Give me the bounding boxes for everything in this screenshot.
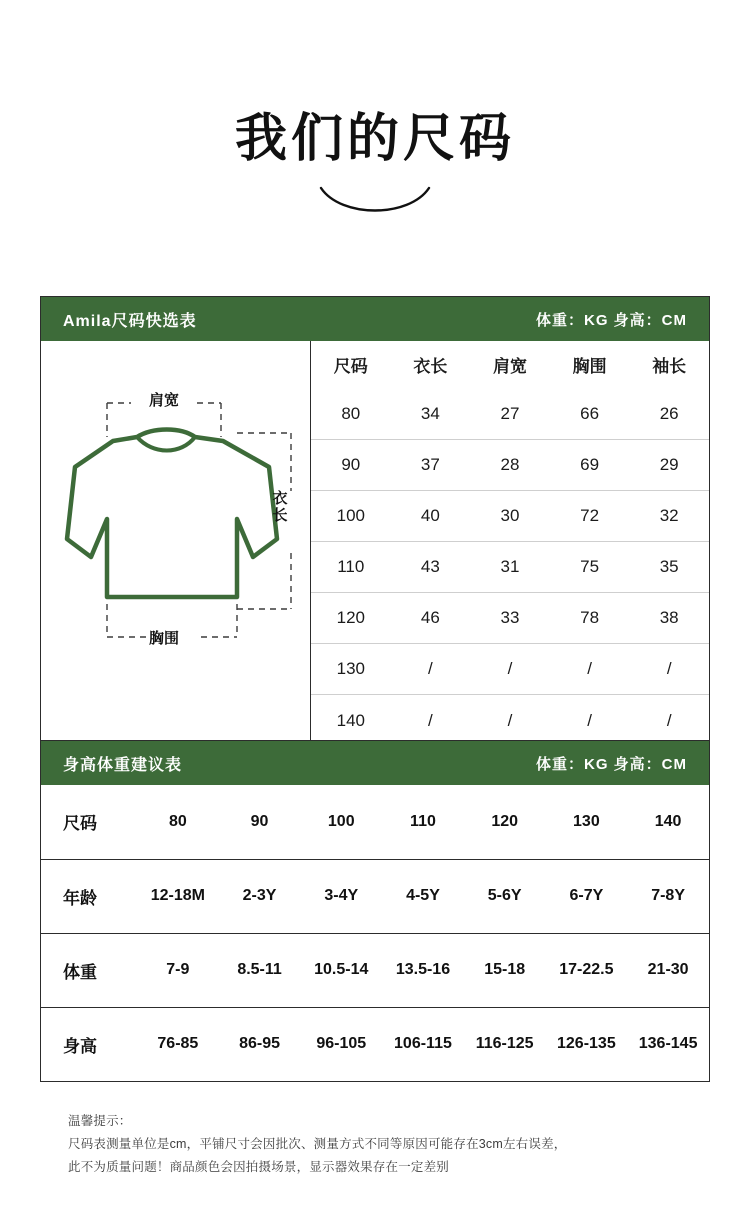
size-cell: 40 [391, 491, 471, 542]
size-cell: 29 [629, 440, 709, 491]
size-cell: 120 [311, 593, 391, 644]
recommend-cell: 116-125 [475, 1035, 534, 1053]
recommend-cell: 96-105 [316, 1035, 367, 1053]
size-table-col-header: 肩宽 [492, 357, 527, 377]
table-row [311, 695, 709, 746]
footnote [68, 1110, 566, 1179]
recommend-cell: 17-22.5 [546, 933, 628, 1007]
recommend-chart-header-title: 身高体重建议表 [63, 756, 183, 774]
table-row [41, 1007, 709, 1081]
size-table-col-header: 袖长 [652, 357, 687, 377]
row-label: 体重 [41, 933, 137, 1007]
size-cell: 140 [336, 710, 365, 730]
recommend-cell: 80 [137, 785, 219, 859]
size-cell: 69 [550, 440, 630, 491]
recommend-cell: 7-8Y [627, 859, 709, 933]
recommend-cell: 106-115 [394, 1035, 452, 1053]
footnote-line-1: 温馨提示： [68, 1114, 132, 1128]
size-cell: 66 [550, 389, 630, 440]
size-cell: / [666, 710, 672, 730]
page-title: 我们的尺码 [234, 110, 515, 168]
table-row [311, 542, 709, 593]
size-table-col-header: 胸围 [572, 357, 607, 377]
size-cell: 78 [550, 593, 630, 644]
recommend-chart-header [41, 741, 709, 785]
recommend-cell: 120 [464, 785, 546, 859]
size-table-header-row [311, 341, 709, 389]
size-cell: 90 [311, 440, 391, 491]
table-row [311, 644, 709, 695]
size-cell: / [470, 644, 550, 695]
recommend-cell: 15-18 [464, 933, 546, 1007]
size-cell: 35 [629, 542, 709, 593]
size-cell: 72 [550, 491, 630, 542]
size-cell: 43 [391, 542, 471, 593]
table-row [41, 785, 709, 859]
size-table-col-header: 尺码 [333, 357, 368, 377]
smile-divider [0, 184, 750, 224]
size-cell: 37 [391, 440, 471, 491]
size-chart-body [41, 341, 709, 746]
recommend-cell: 140 [627, 785, 709, 859]
size-cell: 34 [391, 389, 471, 440]
size-chart-header-title: Amila尺码快选表 [63, 312, 197, 330]
recommend-cell: 3-4Y [300, 859, 382, 933]
recommend-cell: 12-18M [137, 859, 219, 933]
diagram-chest-label: 胸围 [149, 630, 180, 647]
table-row [311, 593, 709, 644]
recommend-cell: 5-6Y [464, 859, 546, 933]
table-row [311, 389, 709, 440]
size-cell: 32 [629, 491, 709, 542]
table-row [311, 440, 709, 491]
recommend-cell: 7-9 [137, 933, 219, 1007]
size-cell: 130 [311, 644, 391, 695]
table-row [311, 491, 709, 542]
size-chart-card [40, 296, 710, 747]
size-cell: 27 [470, 389, 550, 440]
size-cell: 30 [470, 491, 550, 542]
size-cell: 46 [391, 593, 471, 644]
recommend-cell: 21-30 [627, 933, 709, 1007]
size-cell: 80 [311, 389, 391, 440]
recommend-cell: 100 [300, 785, 382, 859]
recommend-chart-header-units: 体重：KG 身高：CM [536, 755, 687, 773]
recommend-cell: 6-7Y [546, 859, 628, 933]
size-table-col-header: 衣长 [413, 357, 448, 377]
recommend-cell: 8.5-11 [219, 933, 301, 1007]
page-title-block [0, 0, 750, 224]
size-cell: / [507, 710, 513, 730]
row-label: 尺码 [41, 785, 137, 859]
garment-diagram [41, 341, 311, 746]
recommend-cell: 76-85 [157, 1035, 199, 1053]
size-cell: 33 [470, 593, 550, 644]
diagram-length-label: 衣长 [272, 490, 288, 524]
recommend-cell: 90 [219, 785, 301, 859]
size-chart-header-units: 体重：KG 身高：CM [536, 311, 687, 329]
recommend-cell: 4-5Y [382, 859, 464, 933]
size-cell: 38 [629, 593, 709, 644]
size-cell: / [428, 710, 433, 730]
recommend-table [41, 785, 709, 1081]
size-cell: 110 [311, 542, 391, 593]
row-label: 身高 [63, 1036, 97, 1056]
table-row [41, 859, 709, 933]
size-cell: / [587, 710, 592, 730]
size-cell: / [629, 644, 709, 695]
recommend-cell: 130 [546, 785, 628, 859]
size-cell: 26 [629, 389, 709, 440]
footnote-line-2: 尺码表测量单位是cm，平铺尺寸会因批次、测量方式不同等原因可能存在3cm左右误差， [68, 1137, 567, 1152]
size-chart-header [41, 297, 709, 341]
recommend-cell: 126-135 [557, 1035, 616, 1053]
table-row [41, 933, 709, 1007]
size-cell: / [391, 644, 471, 695]
recommend-cell: 13.5-16 [382, 933, 464, 1007]
size-cell: 28 [470, 440, 550, 491]
size-cell: 75 [550, 542, 630, 593]
size-cell: 100 [311, 491, 391, 542]
recommend-cell: 136-145 [638, 1035, 698, 1053]
recommend-cell: 2-3Y [219, 859, 301, 933]
row-label: 年龄 [41, 859, 137, 933]
recommend-cell: 86-95 [239, 1035, 281, 1053]
size-cell: / [550, 644, 630, 695]
recommend-cell: 10.5-14 [300, 933, 382, 1007]
size-cell: 31 [470, 542, 550, 593]
size-table [311, 341, 709, 746]
footnote-line-3: 此不为质量问题！商品颜色会因拍摄场景，显示器效果存在一定差别 [68, 1160, 450, 1175]
recommend-chart-card [40, 740, 710, 1082]
diagram-shoulder-label: 肩宽 [149, 392, 180, 409]
recommend-cell: 110 [382, 785, 464, 859]
